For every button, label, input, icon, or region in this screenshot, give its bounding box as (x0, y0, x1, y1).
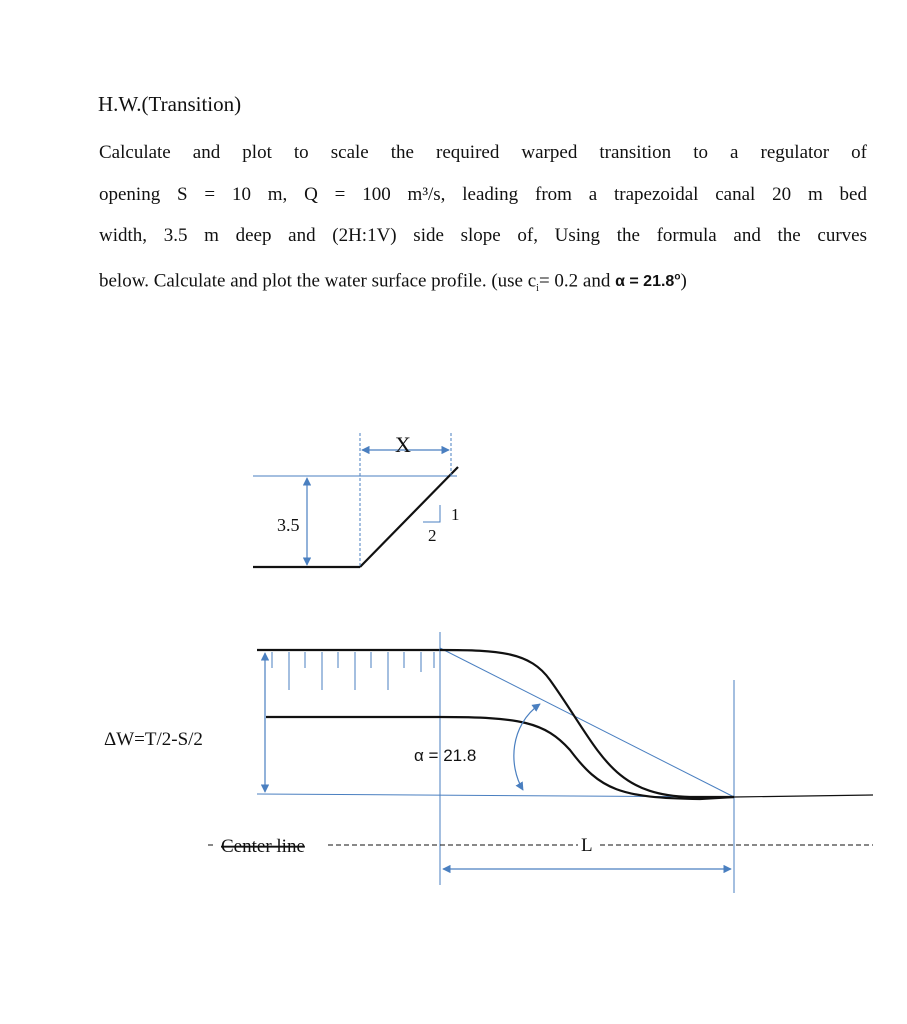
cross-section (253, 432, 460, 567)
angle-arc (514, 704, 540, 790)
center-line-label: Center line (221, 836, 305, 857)
statement-line-4-text: below. Calculate and plot the water surface profile. (use c (99, 269, 537, 291)
page-title: H.W.(Transition) (98, 92, 242, 116)
x-label: X (395, 432, 411, 457)
length-label: L (581, 835, 593, 856)
slope-triangle (423, 505, 440, 522)
delta-w-label: ΔW=T/2-S/2 (104, 729, 203, 750)
straight-transition-line (440, 648, 734, 797)
downstream-line (734, 795, 873, 797)
angle-label: α = 21.8 (414, 746, 477, 765)
ci-subscript: i (536, 282, 539, 294)
slope-h-label: 2 (428, 526, 437, 545)
depth-label: 3.5 (277, 515, 300, 535)
plan-view (104, 632, 873, 893)
statement-line-3: width, 3.5 m deep and (2H:1V) side slope of, Using the formula and the curves (99, 225, 867, 246)
slope-v-label: 1 (451, 505, 460, 524)
bank-hatching (272, 652, 434, 690)
statement-line-1: Calculate and plot to scale the required warped transition to a regulator of (99, 142, 867, 163)
alpha-text: α = 21.8 (615, 272, 675, 290)
statement-line-2: opening S = 10 m, Q = 100 m³/s, leading from a trapezoidal canal 20 m bed (99, 183, 867, 205)
side-slope-line (360, 467, 458, 567)
inner-warped-curve (266, 717, 734, 799)
degree-symbol: o (674, 271, 681, 283)
statement-line-4-mid: = 0.2 and (538, 269, 616, 291)
statement-line-4-close: ) (680, 269, 687, 291)
